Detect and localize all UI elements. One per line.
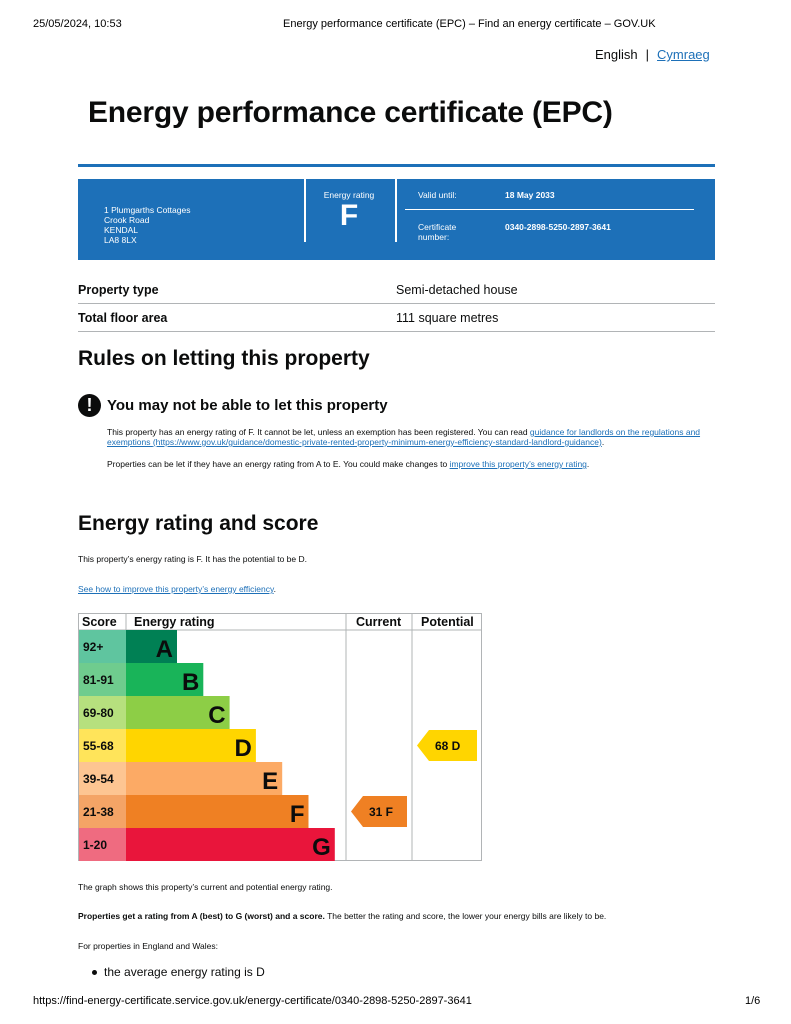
rating-bar: [126, 795, 309, 828]
row-divider: [78, 303, 715, 304]
score-label: 69-80: [83, 706, 114, 720]
energy-intro: This property’s energy rating is F. It has the potential to be D.: [78, 554, 307, 564]
letting-change-text: Properties can be let if they have an energy rating from A to E. You could make changes to: [107, 459, 450, 469]
address-line: KENDAL: [104, 225, 139, 235]
score-label: 39-54: [83, 772, 114, 786]
property-type-value: Semi-detached house: [396, 283, 518, 297]
energy-rating-chart: [78, 613, 482, 861]
print-datetime: 25/05/2024, 10:53: [33, 18, 122, 30]
chart-header-1: Energy rating: [134, 615, 215, 629]
address-line: 1 Plumgarths Cottages: [104, 205, 191, 215]
average-rating-text: the average energy rating is D: [104, 965, 265, 979]
potential-rating-label: 68 D: [435, 739, 461, 753]
floor-area-label: Total floor area: [78, 311, 168, 325]
exemptions-link[interactable]: [107, 437, 602, 447]
valid-until-label: Valid until:: [418, 190, 457, 200]
warning-title: You may not be able to let this property: [107, 397, 388, 414]
rating-letter: C: [208, 702, 226, 729]
letting-change-paragraph: Properties can be let if they have an energy rating from A to E. You could make changes to improve this property’s energy rating.: [107, 459, 590, 469]
letting-rules-text: This property has an energy rating of F. It cannot be let, unless an exemption has been registered. You can read: [107, 427, 530, 437]
rating-bar: [126, 762, 282, 795]
chart-header-2: Current: [356, 615, 402, 629]
address-line: LA8 8LX: [104, 235, 137, 245]
score-label: 92+: [83, 640, 104, 654]
rating-scale-text: The better the rating and score, the lower your energy bills are likely to be.: [324, 911, 607, 921]
improve-efficiency-paragraph: See how to improve this property’s energy efficiency.: [78, 584, 276, 594]
england-wales-text: For properties in England and Wales:: [78, 941, 219, 951]
panel-divider: [395, 179, 397, 242]
property-address: [104, 205, 190, 245]
rating-scale-bold: Properties get a rating from A (best) to G (worst) and a score.: [78, 911, 325, 921]
energy-rating-letter: F: [339, 199, 359, 232]
rating-bar: [126, 828, 335, 861]
property-type-label: Property type: [78, 283, 159, 297]
score-label: 1-20: [83, 838, 108, 852]
score-label: 81-91: [83, 673, 114, 687]
rating-letter: D: [234, 735, 252, 762]
current-rating-label: 31 F: [369, 805, 394, 819]
letting-rules-paragraph: This property has an energy rating of F. It cannot be let, unless an exemption has been registered. You can read guidance for landlords on the regulations and exemptions (https://www.gov.uk/guidance/domestic-private-rented-property-minimum-energy-efficiency-standard-landlord-guidance).: [107, 427, 701, 447]
rating-scale-paragraph: [78, 911, 606, 921]
language-cymraeg-link[interactable]: Cymraeg: [657, 47, 710, 62]
panel-rule: [405, 209, 694, 210]
score-label: 55-68: [83, 739, 114, 753]
chart-header-3: Potential: [421, 615, 474, 629]
warning-icon: !: [78, 394, 101, 417]
exemptions-link-text: exemptions: [107, 437, 151, 447]
print-title: Energy performance certificate (EPC) – Find an energy certificate – GOV.UK: [283, 18, 656, 30]
rating-letter: B: [181, 669, 200, 696]
rules-heading: Rules on letting this property: [78, 347, 370, 370]
list-item: [92, 965, 265, 979]
print-footer-url: https://find-energy-certificate.service.gov.uk/energy-certificate/0340-2898-5250-2897-3641: [33, 995, 472, 1007]
rating-letter: G: [312, 834, 331, 861]
print-page-number: 1/6: [745, 995, 761, 1007]
language-switcher: [595, 47, 710, 62]
valid-until-date: 18 May 2033: [505, 190, 555, 200]
language-english[interactable]: English: [595, 47, 638, 62]
energy-rating-heading: Energy rating and score: [78, 512, 319, 535]
epc-summary-panel: [78, 179, 715, 260]
improve-efficiency-link[interactable]: See how to improve this property’s energy efficiency: [78, 584, 274, 594]
rating-letter: E: [262, 768, 279, 795]
certificate-number: 0340-2898-5250-2897-3641: [505, 222, 611, 232]
row-divider: [78, 331, 715, 332]
chart-header-0: Score: [82, 615, 117, 629]
score-label: 21-38: [83, 805, 114, 819]
title-divider: [78, 164, 715, 167]
rating-letter: F: [289, 801, 305, 828]
panel-divider: [304, 179, 306, 242]
improve-rating-link[interactable]: improve this property’s energy rating: [449, 459, 587, 469]
page-title: Energy performance certificate (EPC): [88, 96, 613, 129]
energy-rating-label: Energy rating: [323, 190, 375, 200]
certificate-number-label: [418, 222, 456, 242]
certificate-label-line: Certificate: [418, 222, 457, 232]
graph-caption: The graph shows this property’s current and potential energy rating.: [78, 882, 333, 892]
address-line: Crook Road: [104, 215, 150, 225]
landlord-guidance-link[interactable]: guidance for landlords on the regulations and: [529, 427, 701, 437]
rating-letter: A: [155, 636, 173, 663]
floor-area-value: 111 square metres: [396, 311, 499, 325]
guidance-url: (https://www.gov.uk/guidance/domestic-private-rented-property-minimum-energy-efficiency-standard-landlord-guidance): [152, 437, 602, 447]
certificate-label-line: number:: [418, 232, 450, 242]
language-separator: |: [645, 47, 650, 62]
